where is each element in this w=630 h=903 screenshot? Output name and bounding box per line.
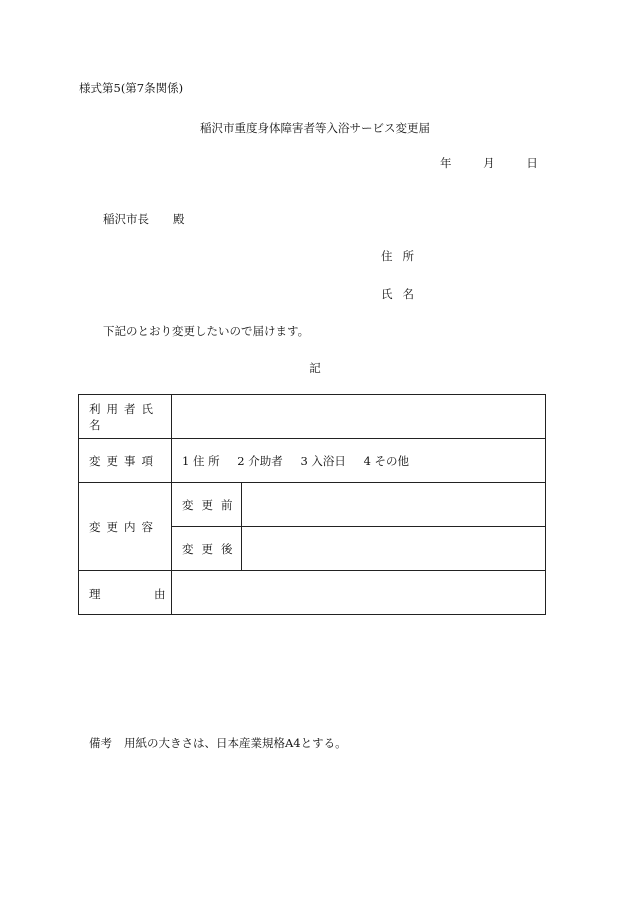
name-label: 氏名 (381, 287, 424, 301)
row-user-name (79, 395, 546, 439)
user-name-field[interactable] (172, 395, 546, 439)
date-day: 日 (526, 156, 538, 170)
form-title: 稲沢市重度身体障害者等入浴サービス変更届 (200, 121, 430, 135)
user-name-label: 利用者氏名 (79, 395, 172, 439)
intro-text: 下記のとおり変更したいので届けます。 (103, 324, 310, 338)
change-item-label: 変更事項 (79, 439, 172, 483)
reason-label-part-1: 理 (89, 587, 101, 601)
reason-field[interactable] (172, 571, 546, 615)
address-label: 住所 (381, 249, 424, 263)
ki-label: 記 (309, 361, 321, 375)
row-change-item (79, 439, 546, 483)
remarks (89, 736, 347, 750)
addressee-honorific: 殿 (173, 212, 185, 226)
row-reason (79, 571, 546, 615)
change-form-table (78, 394, 546, 615)
date-year: 年 (440, 156, 452, 170)
option-address[interactable]: 1 住 所 (182, 453, 220, 468)
remarks-text: 用紙の大きさは、日本産業規格A4とする。 (124, 736, 347, 750)
remarks-label: 備考 (89, 736, 112, 750)
form-number: 様式第5(第7条関係) (79, 81, 184, 95)
addressee-name: 稲沢市長 (103, 212, 149, 226)
option-caregiver[interactable]: 2 介助者 (237, 453, 283, 468)
change-item-options (172, 439, 546, 483)
option-bath-day[interactable]: 3 入浴日 (300, 453, 346, 468)
reason-label-part-2: 由 (154, 587, 166, 601)
date-line (440, 156, 538, 170)
row-change-before (79, 483, 546, 527)
before-field[interactable] (242, 483, 546, 527)
date-month: 月 (483, 156, 495, 170)
option-other[interactable]: 4 その他 (363, 453, 410, 468)
addressee (103, 212, 185, 226)
before-label: 変更前 (172, 483, 242, 527)
after-label: 変更後 (172, 527, 242, 571)
change-content-label: 変更内容 (79, 483, 172, 571)
after-field[interactable] (242, 527, 546, 571)
reason-label (79, 571, 172, 615)
